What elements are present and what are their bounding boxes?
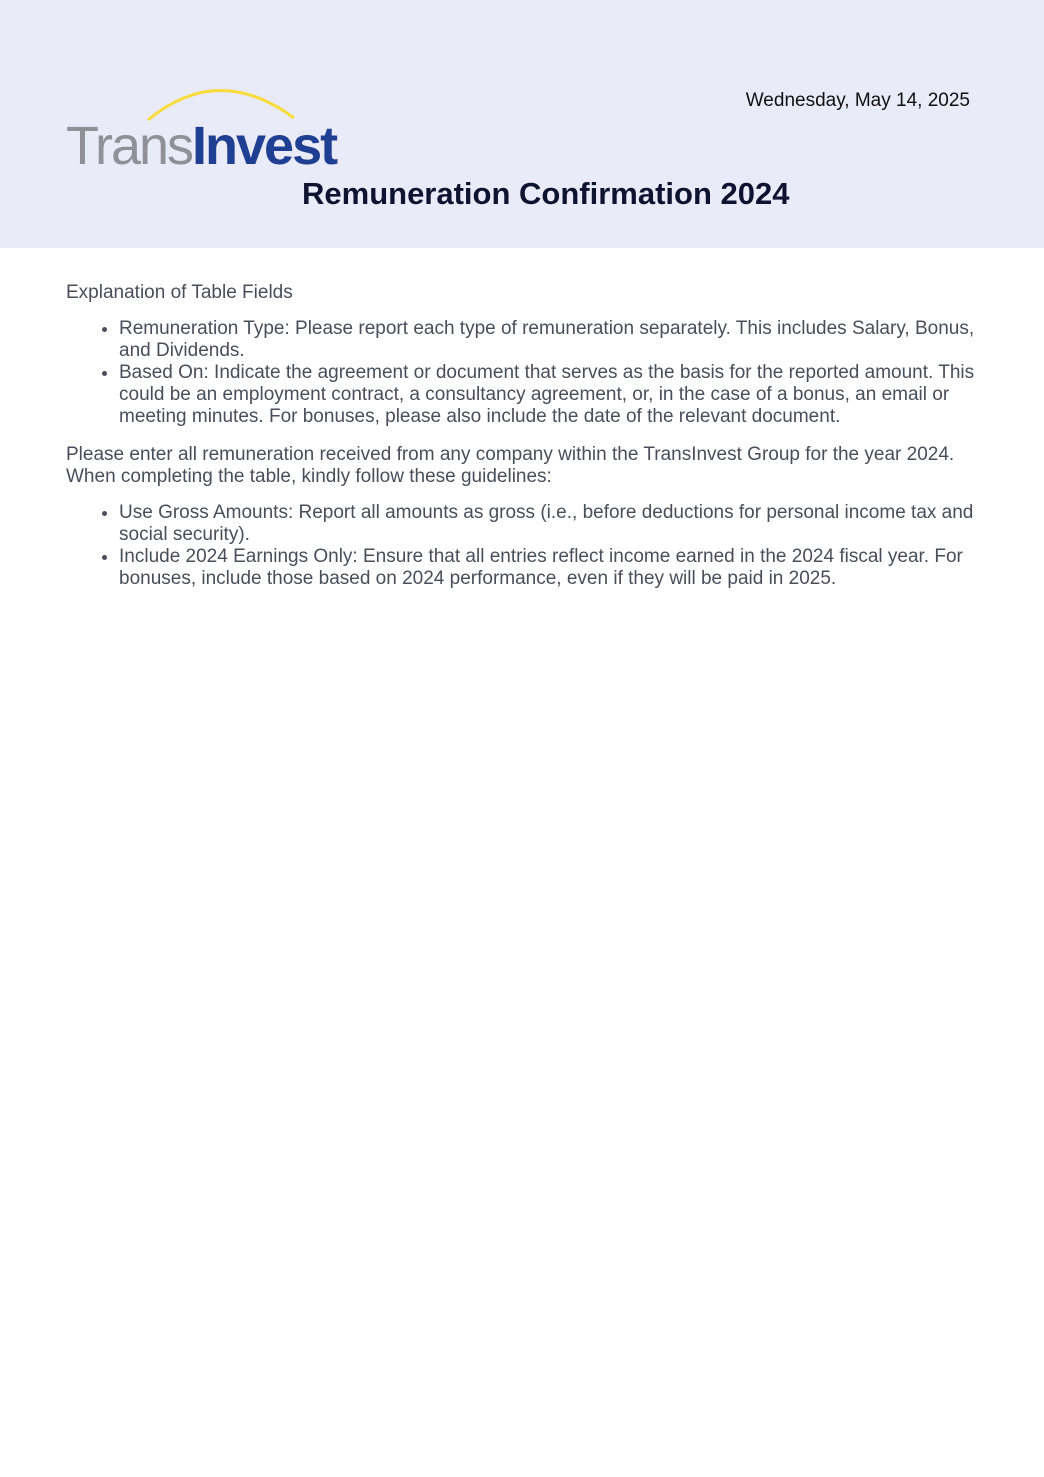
guidelines-list <box>66 502 976 590</box>
company-logo <box>66 80 376 180</box>
logo-trans-text: Trans <box>66 116 193 176</box>
instructions-paragraph: Please enter all remuneration received from any company within the TransInvest Group for the year 2024. When completing the table, kindly follow these guidelines: <box>66 444 955 487</box>
logo-invest-text: Invest <box>192 116 337 176</box>
list-item: • Based On: Indicate the agreement or document that serves as the basis for the reported amount. This could be an employment contract, a consultancy agreement, or, in the case of a bonus, an email or meeting minutes. For bonuses, please also include the date of the relevant document. <box>119 362 976 428</box>
document-date: Wednesday, May 14, 2025 <box>745 90 970 111</box>
list-item: • Use Gross Amounts: Report all amounts as gross (i.e., before deductions for personal income tax and social security). <box>119 502 976 546</box>
field-explanation-list <box>66 318 976 428</box>
logo-wordmark <box>66 116 336 176</box>
page-header <box>0 0 1044 248</box>
intro-heading: Explanation of Table Fields <box>66 282 293 303</box>
page-title: Remuneration Confirmation 2024 <box>302 176 790 211</box>
list-item: • Include 2024 Earnings Only: Ensure that all entries reflect income earned in the 2024 fiscal year. For bonuses, include those based on 2024 performance, even if they will be paid in 2025. <box>119 546 976 590</box>
document-body <box>66 282 976 606</box>
list-item: • Remuneration Type: Please report each type of remuneration separately. This includes Salary, Bonus, and Dividends. <box>119 318 976 362</box>
